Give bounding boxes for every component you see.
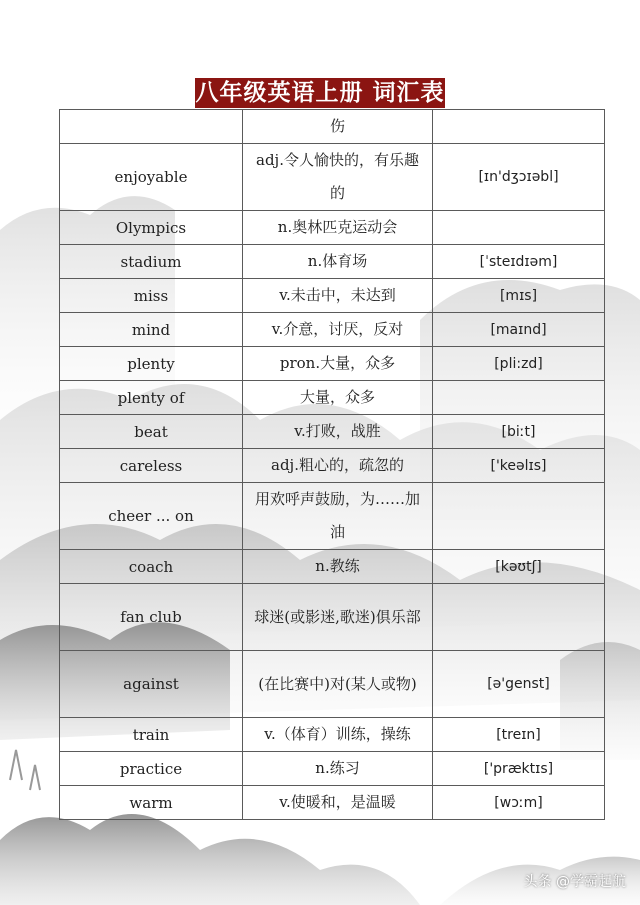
word-cell: coach xyxy=(60,550,243,584)
meaning-cell: v.使暖和，是温暖 xyxy=(243,786,433,820)
meaning-cell: n.教练 xyxy=(243,550,433,584)
phonetic-cell xyxy=(433,110,605,144)
word-cell: Olympics xyxy=(60,211,243,245)
table-row xyxy=(60,110,605,144)
word-cell: enjoyable xyxy=(60,144,243,211)
table-row xyxy=(60,381,605,415)
vocabulary-table xyxy=(59,109,605,820)
word-cell: plenty xyxy=(60,347,243,381)
meaning-cell: v.介意，讨厌，反对 xyxy=(243,313,433,347)
table-row xyxy=(60,651,605,718)
table-row xyxy=(60,347,605,381)
table-row xyxy=(60,786,605,820)
word-cell: cheer ... on xyxy=(60,483,243,550)
meaning-cell: adj.令人愉快的，有乐趣的 xyxy=(243,144,433,211)
phonetic-cell: [ɪn'dʒɔɪəbl] xyxy=(433,144,605,211)
meaning-cell: (在比赛中)对(某人或物) xyxy=(243,651,433,718)
word-cell: train xyxy=(60,718,243,752)
table-row xyxy=(60,415,605,449)
meaning-cell: v.未击中，未达到 xyxy=(243,279,433,313)
word-cell: warm xyxy=(60,786,243,820)
word-cell: fan club xyxy=(60,584,243,651)
table-row xyxy=(60,483,605,550)
phonetic-cell: ['keəlɪs] xyxy=(433,449,605,483)
meaning-cell: v.打败，战胜 xyxy=(243,415,433,449)
phonetic-cell xyxy=(433,483,605,550)
page-title: 八年级英语上册 词汇表 xyxy=(195,80,445,106)
meaning-cell: 用欢呼声鼓励，为……加油 xyxy=(243,483,433,550)
word-cell: mind xyxy=(60,313,243,347)
watermark: 头条 @学霸起航 xyxy=(523,874,626,890)
table-row xyxy=(60,752,605,786)
table-row xyxy=(60,245,605,279)
phonetic-cell: [wɔːm] xyxy=(433,786,605,820)
meaning-cell: 伤 xyxy=(243,110,433,144)
phonetic-cell: [mɪs] xyxy=(433,279,605,313)
meaning-cell: v.（体育）训练，操练 xyxy=(243,718,433,752)
phonetic-cell: [maɪnd] xyxy=(433,313,605,347)
phonetic-cell xyxy=(433,381,605,415)
word-cell: practice xyxy=(60,752,243,786)
phonetic-cell: ['præktɪs] xyxy=(433,752,605,786)
table-row xyxy=(60,279,605,313)
word-cell: against xyxy=(60,651,243,718)
table-row xyxy=(60,144,605,211)
word-cell: miss xyxy=(60,279,243,313)
meaning-cell: pron.大量，众多 xyxy=(243,347,433,381)
meaning-cell: n.体育场 xyxy=(243,245,433,279)
phonetic-cell: [ˈsteɪdɪəm] xyxy=(433,245,605,279)
word-cell: beat xyxy=(60,415,243,449)
phonetic-cell xyxy=(433,211,605,245)
table-row xyxy=(60,584,605,651)
phonetic-cell xyxy=(433,584,605,651)
meaning-cell: n.练习 xyxy=(243,752,433,786)
table-row xyxy=(60,211,605,245)
word-cell: stadium xyxy=(60,245,243,279)
phonetic-cell: [ə'genst] xyxy=(433,651,605,718)
meaning-cell: adj.粗心的，疏忽的 xyxy=(243,449,433,483)
word-cell xyxy=(60,110,243,144)
word-cell: careless xyxy=(60,449,243,483)
meaning-cell: n.奥林匹克运动会 xyxy=(243,211,433,245)
phonetic-cell: [kəʊtʃ] xyxy=(433,550,605,584)
table-row xyxy=(60,449,605,483)
phonetic-cell: [pli:zd] xyxy=(433,347,605,381)
table-row xyxy=(60,550,605,584)
meaning-cell: 大量，众多 xyxy=(243,381,433,415)
word-cell: plenty of xyxy=(60,381,243,415)
phonetic-cell: [treɪn] xyxy=(433,718,605,752)
phonetic-cell: [biːt] xyxy=(433,415,605,449)
meaning-cell: 球迷(或影迷,歌迷)俱乐部 xyxy=(243,584,433,651)
table-row xyxy=(60,313,605,347)
table-row xyxy=(60,718,605,752)
